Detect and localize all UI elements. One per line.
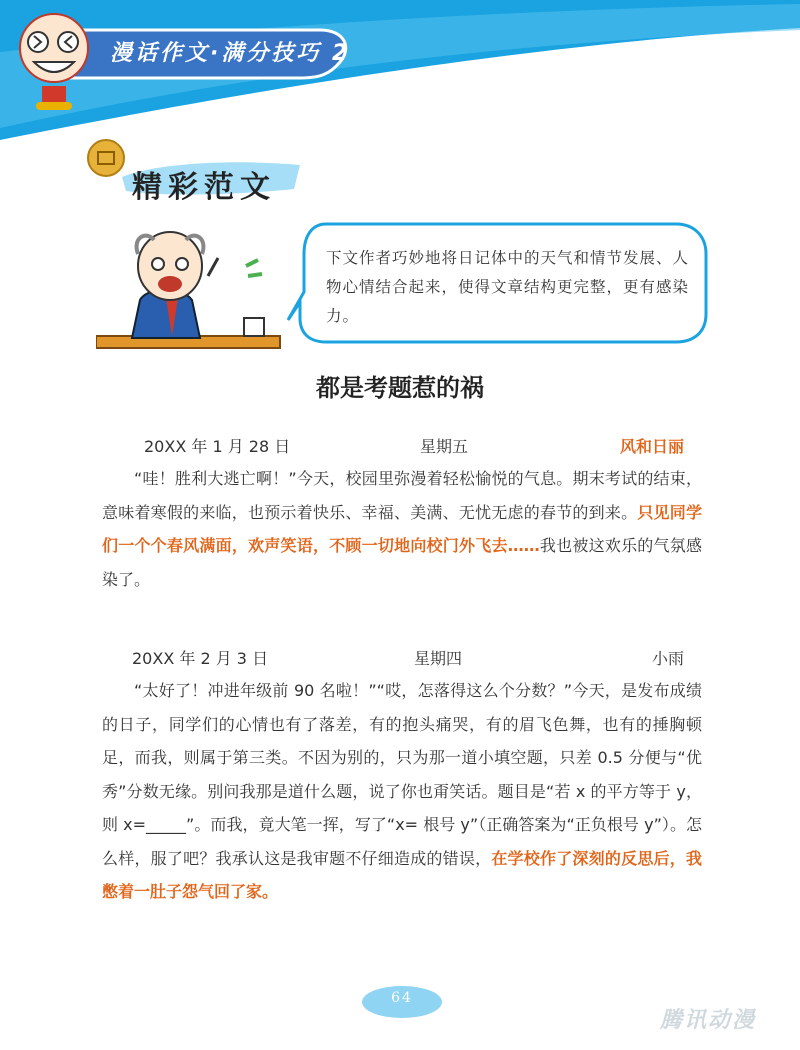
entry2-text: “太好了！冲进年级前 90 名啦！”“哎，怎落得这么个分数？”今天，是发布成绩的日子，同学们的心情也有了落差，有的抱头痛哭，有的眉飞色舞，也有的捶胸顿足，而我，则属于第三类。不因为别的，只为那一道小填空题，只差 0.5 分便与“优秀”分数无缘。别问我那是道什么题，说了你也甭笑话。题目是“若 x 的平方等于 y，则 x=_____”。而我，竟大笔一挥，写了“x= 根号 y”（正确答案为“正负根号 y”）。怎么样，服了吧？我承认这是我审题不仔细造成的错误，	[102, 681, 702, 868]
entry2-weekday: 星期四	[414, 649, 463, 668]
entry1-paragraph	[102, 462, 702, 596]
entry2-weather: 小雨	[652, 649, 685, 668]
section-title: 精彩范文	[132, 170, 276, 205]
entry2-paragraph	[102, 674, 702, 909]
essay-title: 都是考题惹的祸	[316, 374, 484, 402]
entry2-highlight: 在学校作了深刻的反思后，我憋着一肚子怨气回了家。	[102, 848, 702, 901]
watermark: 腾讯动漫	[660, 1008, 757, 1033]
entry1-text-end: 我也被这欢乐的气氛感染了。	[102, 536, 702, 589]
entry1-weekday: 星期五	[420, 437, 469, 456]
entry1-date: 20XX 年 1 月 28 日	[144, 437, 291, 456]
teacher-illustration	[96, 218, 286, 352]
page-number: 64	[391, 990, 413, 1006]
mascot-icon	[6, 6, 102, 116]
bubble-text: 下文作者巧妙地将日记体中的天气和情节发展、人物心情结合起来，使得文章结构更完整，更有感染力。	[326, 249, 690, 325]
entry1-weather: 风和日丽	[620, 437, 685, 456]
entry1-text: “哇！胜利大逃亡啊！”今天，校园里弥漫着轻松愉悦的气息。期末考试的结束，意味着寒假的来临，也预示着快乐、幸福、美满、无忧无虑的春节的到来。	[102, 469, 702, 522]
header-banner	[0, 0, 800, 140]
entry2-date: 20XX 年 2 月 3 日	[132, 649, 269, 668]
entry1-highlight: 只见同学们一个个春风满面，欢声笑语，不顾一切地向校门外飞去……	[102, 502, 702, 555]
series-title: 漫话作文·满分技巧 2	[110, 41, 351, 66]
